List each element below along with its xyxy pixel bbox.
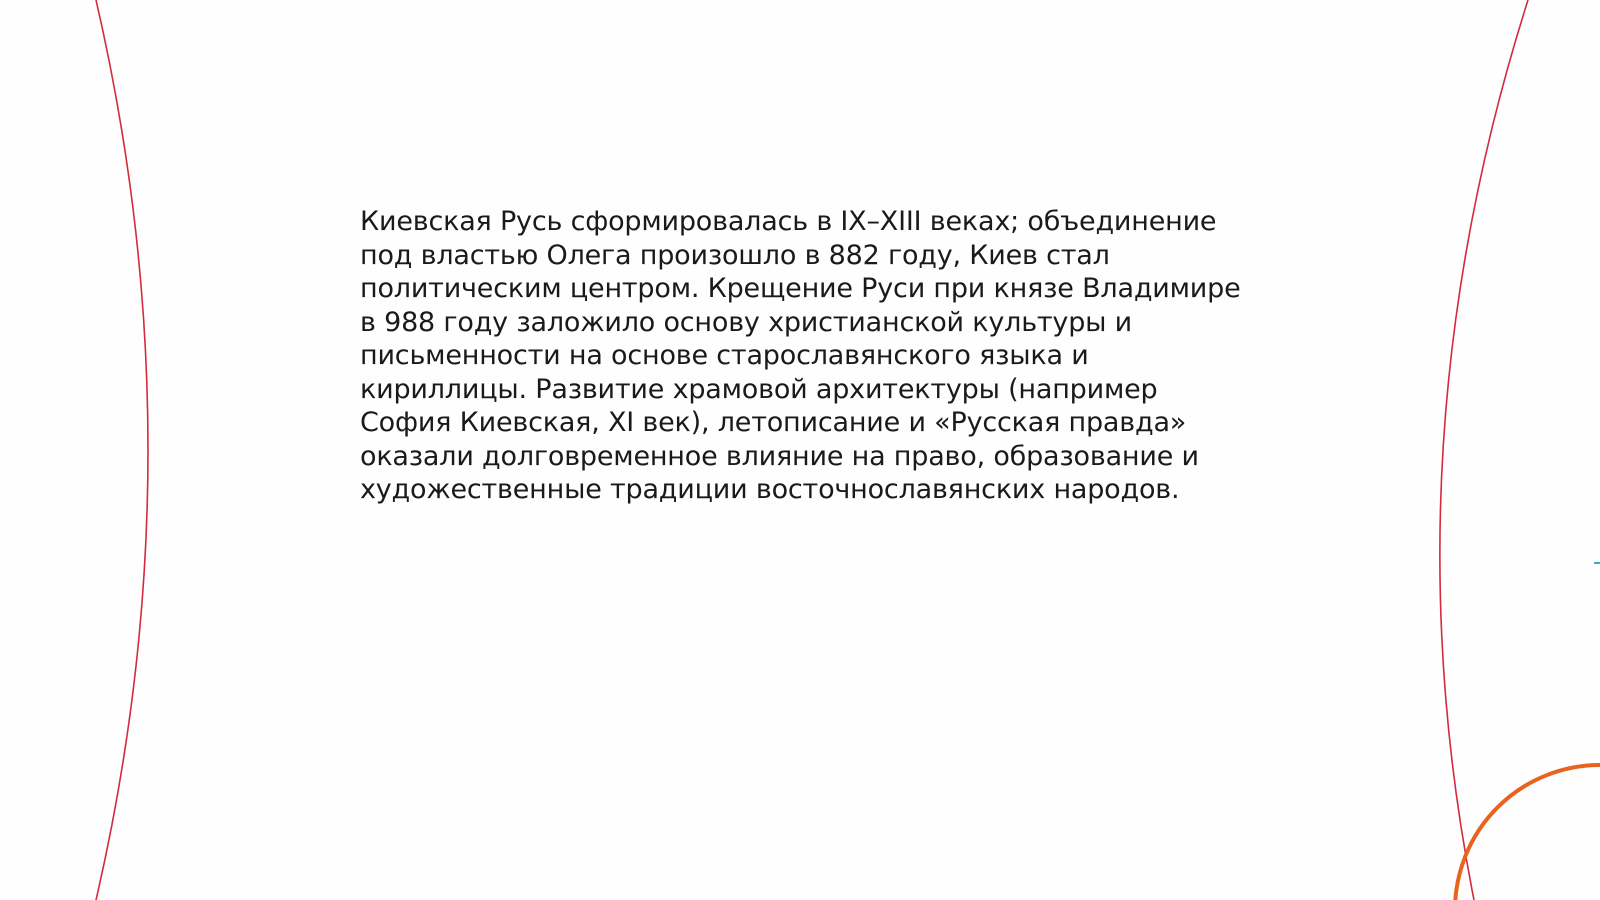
accent-circle [1455,765,1600,900]
right-frame-curve [1440,0,1528,900]
left-frame-curve [96,0,148,900]
slide-body-text: Киевская Русь сформировалась в IX–XIII веках; объединение под властью Олега произошло в 882 году, Киев стал политическим центром. Крещение Руси при князе Владимире в 988 году заложило основу христианской культуры и письменности на основе старославянского языка и кириллицы. Развитие храмовой архитектуры (например София Киевская, XI век), летописание и «Русская правда» оказали долговременное влияние на право, образование и художественные традиции восточнославянских народов. [360,206,1241,505]
